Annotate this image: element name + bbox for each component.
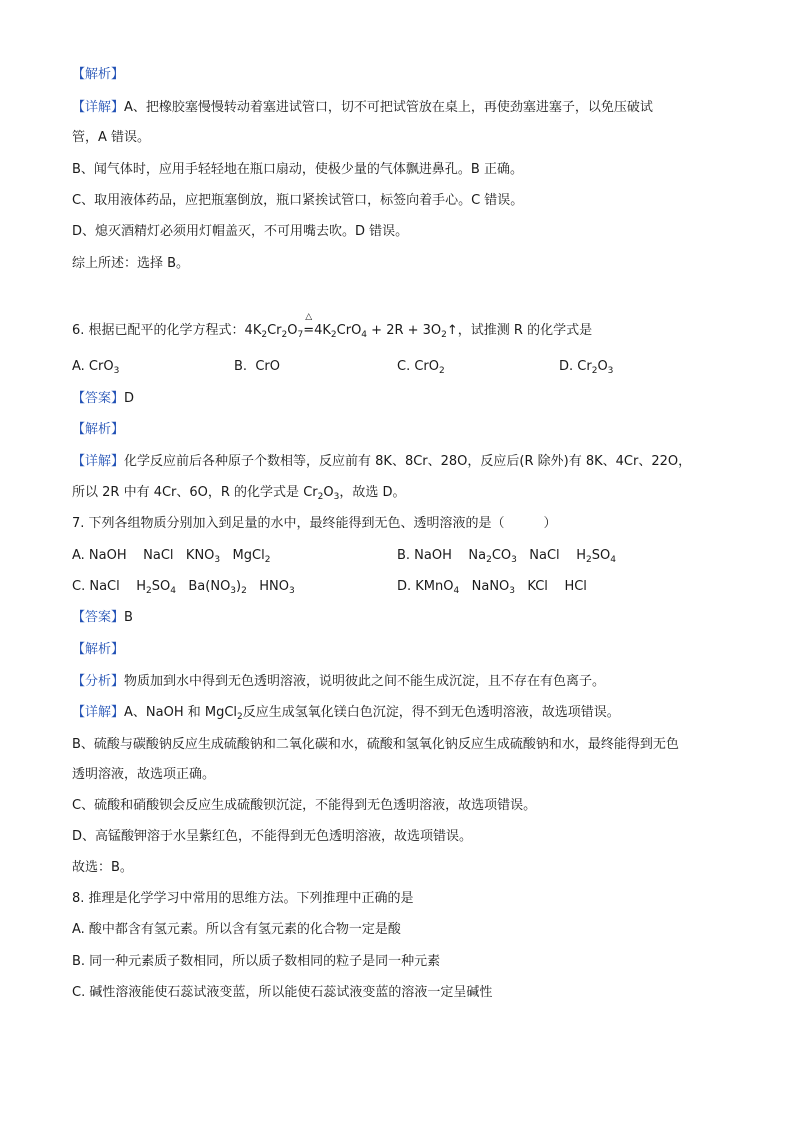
detail-q5-option-b: B、闻气体时，应用手轻轻地在瓶口扇动，使极少量的气体飘进鼻孔。B 正确。: [72, 162, 523, 177]
q6-option-d: D. $Cr_2O_3$: [559, 359, 614, 376]
summary-q5: 综上所述：选择 B。: [72, 256, 190, 271]
detail-q5-option-c: C、取用液体药品，应把瓶塞倒放，瓶口紧挨试管口，标签向着手心。C 错误。: [72, 193, 524, 208]
detail-label-q6: 【详解】: [72, 454, 125, 469]
detail-q7-b1: B、硫酸与碳酸钠反应生成硫酸钠和二氧化碳和水，硫酸和氢氧化钠反应生成硫酸钠和水，最终能得到无色: [72, 737, 679, 752]
q8-option-a: A. 酸中都含有氢元素。所以含有氢元素的化合物一定是酸: [72, 922, 401, 937]
q7-option-c: C. NaCl $H_2SO_4$ $Ba(NO_3)_2$ $HNO_3$: [72, 579, 295, 596]
chemical-equation: $4K_2Cr_2O_7$ △ $=4K_2CrO_4 + 2R$ + $3O_2↑$: [244, 312, 458, 340]
detail-q7-a-pre: A、NaOH 和 MgCl: [124, 705, 238, 720]
q6-option-b: B. CrO: [234, 359, 280, 374]
q6-option-a: A. CrO$_3$: [72, 359, 120, 376]
detail-q7-c: C、硫酸和硝酸钡会反应生成硫酸钡沉淀，不能得到无色透明溶液，故选项错误。: [72, 798, 537, 813]
detail-q5-line1: [72, 99, 653, 117]
detail-label-q5: 【详解】: [72, 100, 125, 115]
q7-option-a: A. NaOH NaCl $KNO_3$ MgCl$_2$: [72, 548, 271, 565]
detail-q6-text2a: 所以 2R 中有 4Cr、6O，R 的化学式是: [72, 485, 304, 500]
jiexi-label-q6: 【解析】: [72, 422, 125, 437]
answer-value-q7: B: [124, 610, 133, 625]
detail-q6-text2b: ，故选 D。: [339, 485, 406, 500]
analysis-text-q7: 物质加到水中得到无色透明溶液，说明彼此之间不能生成沉淀，且不存在有色离子。: [124, 674, 606, 689]
analysis-label-q7: 【分析】: [72, 674, 125, 689]
question-6-number: 6. 根据已配平的化学方程式：: [72, 323, 245, 338]
q7-option-d: D. KMnO$_4$ NaNO$_3$ KCl HCl: [397, 579, 587, 596]
detail-q7-d: D、高锰酸钾溶于水呈紫红色，不能得到无色透明溶液，故选项错误。: [72, 829, 473, 844]
conclusion-q7: 故选：B。: [72, 860, 133, 875]
analysis-q7: [72, 673, 605, 691]
answer-label-q6: 【答案】: [72, 391, 125, 406]
answer-q6: [72, 390, 134, 408]
q7-option-b: B. NaOH $Na_2CO_3$ NaCl $H_2SO_4$: [397, 548, 616, 565]
detail-q6-text1: 化学反应前后各种原子个数相等，反应前有 8K、8Cr、28O，反应后(R 除外)有 8K、4Cr、22O，: [124, 454, 692, 469]
q6-option-c: C. CrO$_2$: [397, 359, 445, 376]
question-7-stem: 7. 下列各组物质分别加入到足量的水中，最终能得到无色、透明溶液的是（ ）: [72, 516, 557, 531]
detail-q5-line2: 管，A 错误。: [72, 130, 151, 145]
detail-q6-line1: [72, 453, 691, 471]
detail-q7-a: 【详解】A、NaOH 和 MgCl$_2$反应生成氢氧化镁白色沉淀，得不到无色透明溶液，故选项错误。: [72, 705, 620, 722]
detail-q7-a-post: 反应生成氢氧化镁白色沉淀，得不到无色透明溶液，故选项错误。: [242, 705, 620, 720]
question-6-stem: [72, 312, 593, 340]
answer-q7: [72, 609, 133, 627]
detail-label-q7: 【详解】: [72, 705, 125, 720]
jiexi-label-q5: 【解析】: [72, 67, 125, 82]
detail-q6-line2: 所以 2R 中有 4Cr、6O，R 的化学式是 $Cr_2O_3$，故选 D。: [72, 485, 406, 502]
q8-option-b: B. 同一种元素质子数相同，所以质子数相同的粒子是同一种元素: [72, 954, 441, 969]
answer-value-q6: D: [124, 391, 135, 406]
answer-label-q7: 【答案】: [72, 610, 125, 625]
detail-q5-option-d: D、熄灭酒精灯必须用灯帽盖灭，不可用嘴去吹。D 错误。: [72, 224, 409, 239]
question-8-stem: 8. 推理是化学学习中常用的思维方法。下列推理中正确的是: [72, 891, 414, 906]
jiexi-label-q7: 【解析】: [72, 642, 125, 657]
heat-triangle-icon: △: [305, 312, 313, 322]
detail-q7-b2: 透明溶液，故选项正确。: [72, 767, 216, 782]
detail-q5-text1: A、把橡胶塞慢慢转动着塞进试管口，切不可把试管放在桌上，再使劲塞进塞子，以免压破试: [124, 100, 653, 115]
question-6-tail: ，试推测 R 的化学式是: [457, 323, 593, 338]
q8-option-c: C. 碱性溶液能使石蕊试液变蓝，所以能使石蕊试液变蓝的溶液一定呈碱性: [72, 985, 493, 1000]
